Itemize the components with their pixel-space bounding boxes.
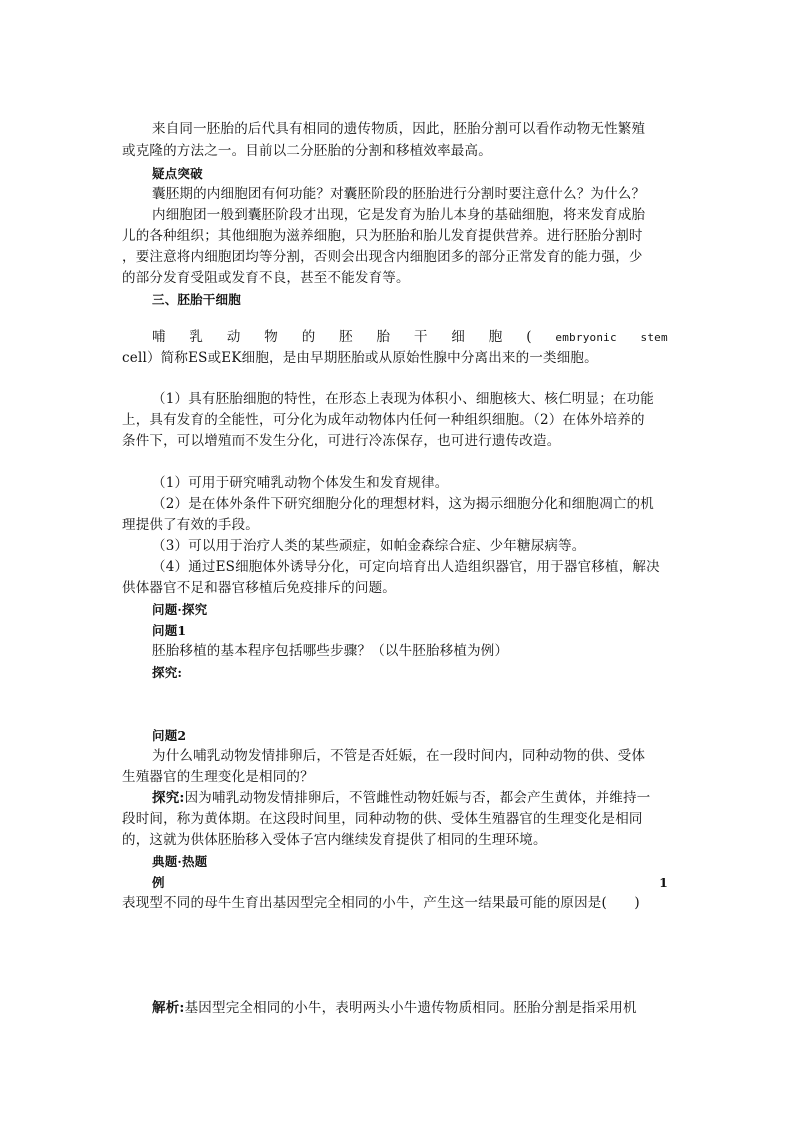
def-word: 动 xyxy=(226,329,241,345)
paragraph-line: 的部分发育受阻或发育不良，甚至不能发育等。 xyxy=(122,270,410,286)
list-item: （1）可用于研究哺乳动物个体发生和发育规律。 xyxy=(152,475,449,491)
paragraph-line: 儿的各种组织；其他细胞为滋养细胞，只为胚胎和胎儿发育提供营养。进行胚胎分割时 xyxy=(122,228,643,244)
answer-line xyxy=(152,788,650,809)
def-word: 物 xyxy=(264,329,278,345)
example-label: 例 xyxy=(152,875,165,890)
answer-line: 的，这就为供体胚胎移入受体子宫内继续发育提供了相同的生理环境。 xyxy=(122,832,547,848)
explore-label: 探究: xyxy=(152,790,185,806)
definition-line: cell）简称ES或EK细胞，是由早期胚胎或从原始性腺中分离出来的一类细胞。 xyxy=(122,350,598,366)
paragraph-line: 上，具有发育的全能性，可分化为成年动物体内任何一种组织细胞。（2）在体外培养的 xyxy=(122,412,645,428)
example-question: 表现型不同的母牛生育出基因型完全相同的小牛，产生这一结果最可能的原因是( ) xyxy=(122,895,640,911)
def-word: 胞 xyxy=(488,329,503,345)
list-item: （2）是在体外条件下研究细胞分化的理想材料，这为揭示细胞分化和细胞凋亡的机 xyxy=(152,496,654,512)
def-word: 胚 xyxy=(339,329,353,345)
def-word: 干 xyxy=(413,329,428,345)
answer-line: 段时间，称为黄体期。在这段时间里，同种动物的供、受体生殖器官的生理变化是相同 xyxy=(122,811,643,827)
section-heading: 三、胚胎干细胞 xyxy=(152,292,241,307)
paragraph-line: ，要注意将内细胞团均等分割，否则会出现含内细胞团多的部分正常发育的能力强，少 xyxy=(122,249,643,265)
list-item: 供体器官不足和器官移植后免疫排斥的问题。 xyxy=(122,580,396,596)
list-item: （3）可以用于治疗人类的某些顽症，如帕金森综合症、少年糖尿病等。 xyxy=(152,538,586,554)
explore-label: 探究: xyxy=(152,665,183,680)
paragraph-line: 来自同一胚胎的后代具有相同的遗传物质，因此，胚胎分割可以看作动物无性繁殖 xyxy=(152,121,646,137)
problem-text: 生殖器官的生理变化是相同的？ xyxy=(122,769,314,785)
def-word: 乳 xyxy=(189,329,204,345)
problem-text: 胚胎移植的基本程序包括哪些步骤？（以牛胚胎移植为例） xyxy=(152,643,509,659)
answer-text: 因为哺乳动物发情排卵后，不管雌性动物妊娠与否，都会产生黄体，并维持一 xyxy=(184,790,651,806)
def-word: 胎 xyxy=(376,329,391,345)
list-item: 理提供了有效的手段。 xyxy=(122,517,259,533)
paragraph-line: 内细胞团一般到囊胚阶段才出现，它是发育为胎儿本身的基础细胞，将来发育成胎 xyxy=(152,207,646,223)
analysis-line xyxy=(152,998,637,1019)
paragraph-line: （1）具有胚胎细胞的特性，在形态上表现为体积小、细胞核大、核仁明显；在功能 xyxy=(152,391,654,407)
def-word: 细 xyxy=(451,329,466,345)
def-word: ( xyxy=(526,329,532,345)
paragraph-line: 条件下，可以增殖而不发生分化，可进行冷冻保存，也可进行遗传改造。 xyxy=(122,433,561,449)
section-heading: 疑点突破 xyxy=(152,166,203,181)
analysis-text: 基因型完全相同的小牛，表明两头小牛遗传物质相同。胚胎分割是指采用机 xyxy=(184,1000,637,1016)
example-number: 1 xyxy=(659,875,668,890)
definition-line-justified xyxy=(152,327,668,348)
analysis-label: 解析: xyxy=(152,1000,185,1016)
paragraph-line: 或克隆的方法之一。目前以二分胚胎的分割和移植效率最高。 xyxy=(122,143,492,159)
question-text: 囊胚期的内细胞团有何功能？对囊胚阶段的胚胎进行分割时要注意什么？为什么？ xyxy=(152,186,646,202)
section-heading: 典题·热题 xyxy=(152,854,208,869)
problem-heading: 问题2 xyxy=(152,728,187,743)
problem-text: 为什么哺乳动物发情排卵后，不管是否妊娠，在一段时间内，同种动物的供、受体 xyxy=(152,748,646,764)
def-word: embryonic xyxy=(555,331,617,344)
list-item: （4）通过ES细胞体外诱导分化，可定向培育出人造组织器官，用于器官移植，解决 xyxy=(152,559,660,575)
def-word: 的 xyxy=(301,329,316,345)
example-heading xyxy=(152,872,668,893)
problem-heading: 问题1 xyxy=(152,623,187,638)
def-word: 哺 xyxy=(152,329,166,345)
def-word: stem xyxy=(640,331,668,344)
section-heading: 问题·探究 xyxy=(152,602,208,617)
